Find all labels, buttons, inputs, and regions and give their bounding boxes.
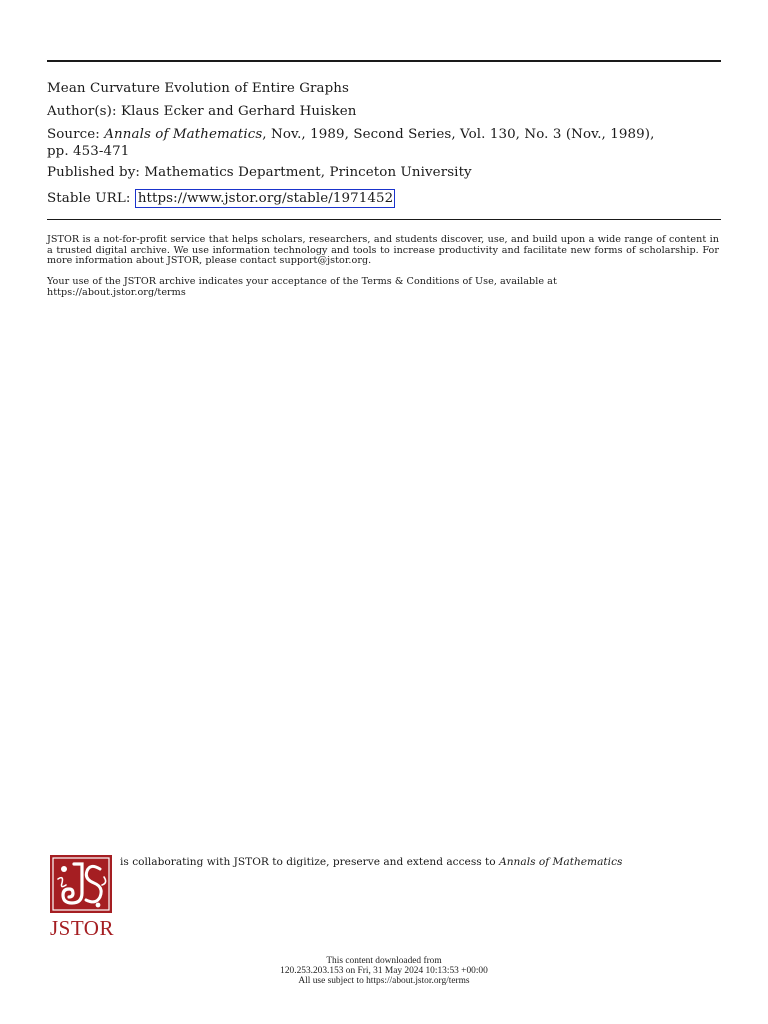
publisher-line	[47, 164, 717, 181]
download-line-3: All use subject to https://about.jstor.org/terms	[298, 975, 470, 986]
stable-url-link[interactable]: https://www.jstor.org/stable/1971452	[135, 189, 395, 208]
jstor-emblem-icon	[50, 855, 112, 913]
jstor-notice-text: JSTOR is a not-for-profit service that helps scholars, researchers, and students discover, use, and build upon a wide range of content in a trusted digital archive. We use information technology and tools to increase productivity and facilitate new forms of scholarship. For more information about JSTOR, please contact support@jstor.org.	[47, 234, 719, 266]
collaboration-statement	[120, 856, 622, 868]
terms-notice-text: Your use of the JSTOR archive indicates your acceptance of the Terms & Conditions of Use, available at	[47, 276, 557, 287]
download-line-1: This content downloaded from	[326, 956, 442, 966]
collaboration-journal: Annals of Mathematics	[499, 856, 623, 868]
article-title	[47, 80, 717, 97]
download-footer	[0, 957, 768, 986]
terms-notice-paragraph	[47, 277, 719, 298]
jstor-wordmark: JSTOR	[50, 916, 114, 940]
authors-line	[47, 103, 717, 120]
top-rule	[47, 60, 721, 62]
source-details: , Nov., 1989, Second Series, Vol. 130, No. 3 (Nov., 1989),	[262, 127, 655, 142]
source-journal: Annals of Mathematics	[104, 127, 263, 142]
source-pages: pp. 453-471	[47, 144, 130, 159]
source-label: Source:	[47, 127, 100, 142]
jstor-notice-paragraph	[47, 235, 719, 267]
source-line	[47, 126, 717, 160]
authors-label: Author(s):	[47, 104, 117, 119]
authors-value: Klaus Ecker and Gerhard Huisken	[120, 104, 357, 119]
collaboration-text: is collaborating with JSTOR to digitize, preserve and extend access to	[120, 856, 496, 868]
publisher-value: Mathematics Department, Princeton University	[144, 165, 472, 180]
stable-url-label: Stable URL:	[47, 191, 131, 206]
terms-url-link[interactable]: https://about.jstor.org/terms	[47, 286, 186, 298]
middle-rule	[47, 219, 721, 220]
publisher-label: Published by:	[47, 165, 140, 180]
jstor-logo	[50, 855, 114, 940]
stable-url-line	[47, 190, 717, 207]
download-line-2: 120.253.203.153 on Fri, 31 May 2024 10:13:53 +00:00	[280, 965, 488, 976]
article-title-text: Mean Curvature Evolution of Entire Graphs	[47, 81, 349, 96]
